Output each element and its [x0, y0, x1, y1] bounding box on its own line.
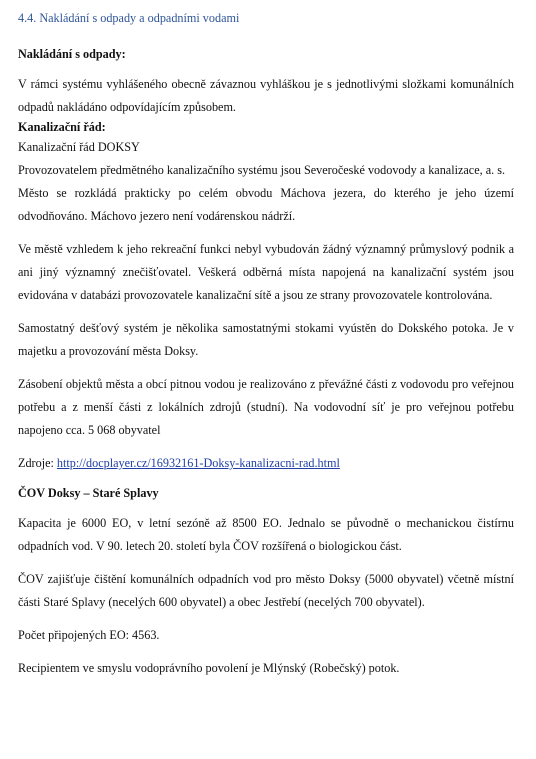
source-label: Zdroje:: [18, 456, 57, 470]
waste-heading: Nakládání s odpady:: [18, 47, 126, 61]
wwtp-heading: ČOV Doksy – Staré Splavy: [18, 486, 159, 500]
sewer-heading: Kanalizační řád:: [18, 120, 106, 134]
industry-paragraph: Ve městě vzhledem k jeho rekreační funkci nebyl vybudován žádný významný průmyslový podnik a ani jiný významný znečišťovatel. Veškerá odběrná místa napojená na kanalizační systém jsou evidována v databázi provozovatele kanalizační sítě a jsou ze strany provozovatele kontrolována.: [18, 242, 514, 302]
capacity-paragraph: Kapacita je 6000 EO, v letní sezóně až 8500 EO. Jednalo se původně o mechanickou čistírnu odpadních vod. V 90. letech 20. století byla ČOV rozšířená o biologickou část.: [18, 516, 514, 553]
waste-paragraph: V rámci systému vyhlášeného obecně závaznou vyhláškou je s jednotlivými složkami komunálních odpadů nakládáno odpovídajícím způsobem.: [18, 77, 514, 114]
operator-paragraph: Provozovatelem předmětného kanalizačního systému jsou Severočeské vodovody a kanalizace, a. s.: [18, 163, 506, 177]
source-link[interactable]: http://docplayer.cz/16932161-Doksy-kanalizacni-rad.html: [56, 456, 340, 470]
town-paragraph: Město se rozkládá prakticky po celém obvodu Máchova jezera, do kterého je jeho území odvodňováno. Máchovo jezero není vodárenskou nádrží.: [18, 186, 514, 223]
connected-paragraph: Počet připojených EO: 4563.: [18, 628, 160, 642]
section-heading: 4.4. Nakládání s odpady a odpadními vodami: [18, 11, 240, 25]
document-page: [18, 10, 514, 690]
storm-paragraph: Samostatný dešťový systém je několika samostatnými stokami vyústěn do Dokského potoka. Je v majetku a provozování města Doksy.: [18, 321, 514, 358]
source-line: [18, 452, 514, 475]
water-supply-paragraph: Zásobení objektů města a obcí pitnou vodou je realizováno z převážné části z vodovodu pro veřejnou potřebu a z menší části z lokálních zdrojů (studní). Na vodovodní síť je pro veřejnou potřebu napojeno cca. 5 068 obyvatel: [18, 377, 514, 437]
sewer-name: Kanalizační řád DOKSY: [18, 140, 140, 154]
recipient-paragraph: Recipientem ve smyslu vodoprávního povolení je Mlýnský (Robečský) potok.: [18, 661, 400, 675]
service-paragraph: ČOV zajišťuje čištění komunálních odpadních vod pro město Doksy (5000 obyvatel) včetně místní části Staré Splavy (necelých 600 obyvatel) a obec Jestřebí (necelých 700 obyvatel).: [18, 572, 514, 609]
